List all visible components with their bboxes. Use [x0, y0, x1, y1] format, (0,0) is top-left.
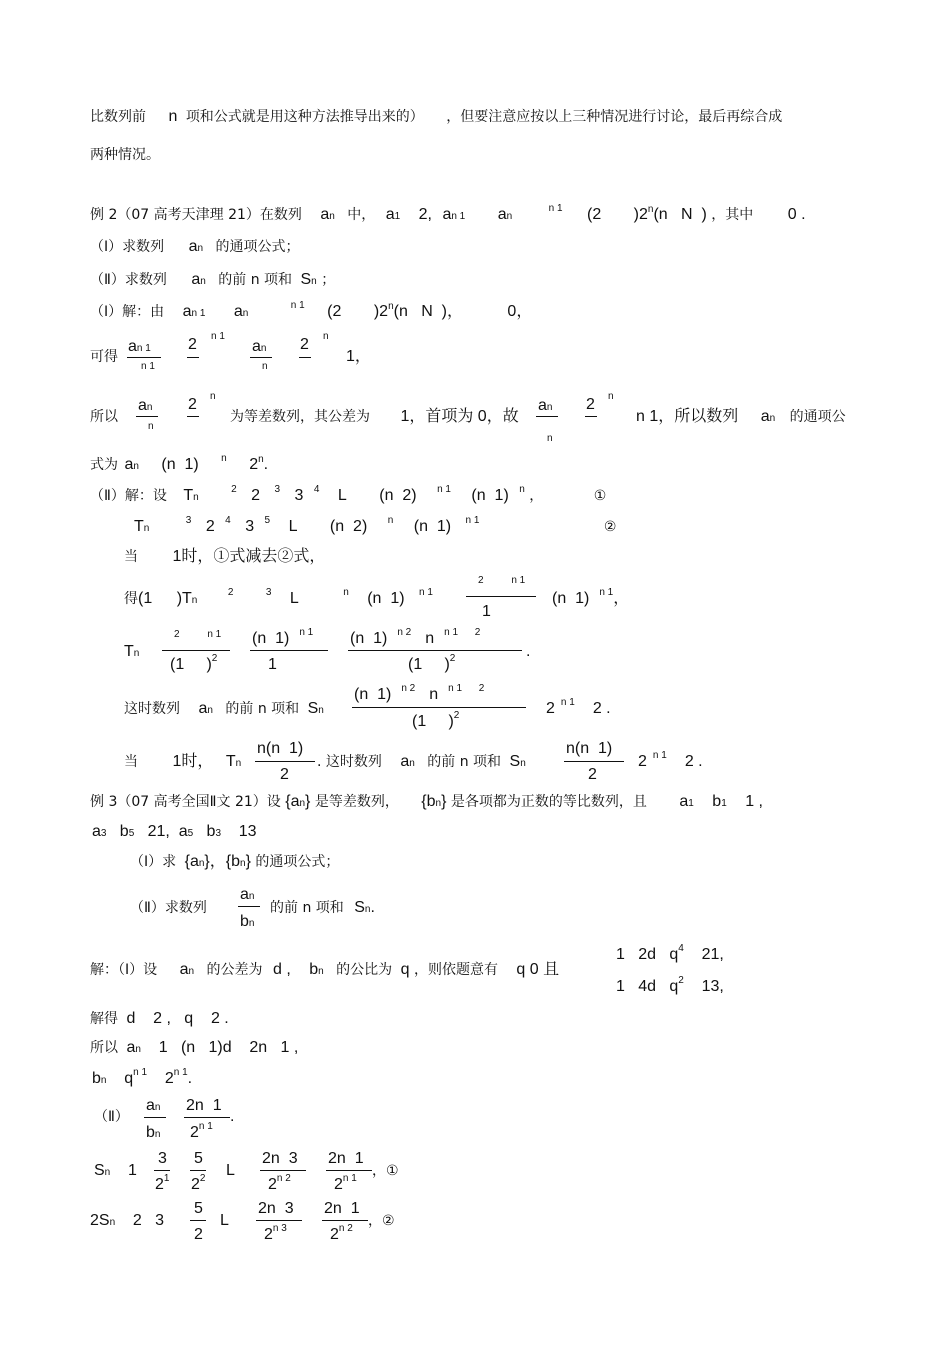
frac-num: 2n 1 — [186, 1097, 222, 1114]
frac-bar — [564, 761, 624, 762]
frac-bar — [162, 650, 230, 651]
sol-label: （Ⅰ）解：由 — [90, 304, 165, 320]
frac-bar — [190, 1170, 206, 1171]
ex3-marker-1: ，① — [372, 1163, 399, 1179]
frac-bar — [250, 650, 328, 651]
frac-bar — [536, 416, 558, 417]
ex2-text: 中， — [347, 207, 376, 223]
suoyi-label: 所以 — [90, 409, 118, 425]
frac-num: (n 1) $^{n 1}$ — [252, 627, 314, 647]
frac-num: 2 — [300, 336, 309, 353]
q-text: 的通项公式； — [255, 854, 340, 870]
ex3-part2-label: （Ⅱ） — [94, 1109, 129, 1125]
sol-text: 所以 — [90, 1040, 118, 1056]
frac-num: (n 1) $^{n 2}$ n $^{n 1 2}$ — [354, 683, 485, 703]
frac-num: 2 n 1 — [174, 629, 222, 640]
frac-den: 2 — [280, 766, 289, 783]
frac-bar — [348, 650, 522, 651]
frac-den: n — [148, 421, 154, 432]
intro-var: n — [168, 108, 178, 125]
sol-text: 的通项公 — [789, 409, 846, 425]
frac-den: $2^{n 2}$ — [330, 1223, 353, 1243]
punct: . — [230, 1108, 235, 1125]
intro-line-2: 两种情况。 — [90, 147, 160, 163]
sol-text: 的公比为 — [336, 962, 393, 978]
intro-text: 比数列前 — [90, 109, 146, 125]
frac-num: 2 — [188, 396, 197, 413]
ex2-title: 例 2（07 高考天津理 21）在数列 — [90, 207, 302, 223]
ellipsis: L — [220, 1212, 229, 1229]
frac-num: 5 — [194, 1150, 203, 1167]
frac-bar — [184, 1117, 230, 1118]
frac-den: $2^{n 2}$ — [268, 1173, 291, 1193]
sol-text: . 这时数列 — [317, 754, 382, 770]
ex2-case1 — [124, 548, 325, 566]
ex3-marker-2: ，② — [368, 1213, 395, 1229]
intro-line-1 — [90, 108, 782, 126]
frac-num: an — [252, 338, 267, 355]
frac-bar — [187, 416, 199, 417]
q-label: （Ⅰ）求数列 — [90, 239, 165, 255]
frac-den: $2^{n 1}$ — [334, 1173, 357, 1193]
ex3-question-1: （Ⅰ）求 {an}，{bn} 的通项公式； — [130, 853, 340, 870]
ellipsis: L — [226, 1162, 235, 1179]
frac-bar — [352, 707, 526, 708]
frac-num: (n 1) $^{n 2}$ n $^{n 1 2}$ — [350, 627, 481, 647]
ex3-question-2-text: 的前 n 项和 Sn. — [270, 899, 375, 916]
sn-label: Sn 1 — [94, 1162, 137, 1179]
sol-text: 1时，①式减去②式， — [172, 548, 326, 565]
frac-num: an — [240, 886, 255, 903]
ex2-case2: 当 1时， Tn — [124, 753, 242, 770]
frac-num: 2n 1 — [328, 1150, 364, 1167]
sol-text: 为等差数列，其公差为 — [230, 409, 370, 425]
ex3-heading: 例 3（07 高考全国Ⅱ文 21）设 {an} 是等差数列， {bn} 是各项都为正数的等比数列，且 a1 b1 1 , — [90, 793, 763, 810]
ex3-an: 所以 an 1 (n 1)d 2n 1 , — [90, 1039, 299, 1056]
marker-1: ① — [386, 1163, 399, 1179]
frac-num: n(n 1) — [566, 740, 613, 757]
sol-label: （Ⅱ）解：设 — [90, 488, 167, 504]
sol-text: 1，首项为 0，故 — [400, 408, 519, 425]
ex2-text: 0 . — [787, 206, 806, 223]
frac-bar — [466, 596, 536, 597]
ex3-condition: a3 b5 21, a5 b3 13 — [92, 823, 257, 840]
frac-num: an — [146, 1097, 161, 1114]
system-eq-1: 1 2d $q^4$ 21, — [616, 943, 724, 963]
frac-den: 1 — [482, 603, 491, 620]
marker-2: ② — [382, 1213, 395, 1229]
sup: n — [608, 391, 614, 402]
q-text: ； — [321, 272, 336, 288]
suoyi-text — [230, 408, 519, 426]
marker-2: ② — [603, 519, 617, 535]
ex2-question-1: （Ⅰ）求数列 an 的通项公式； — [90, 238, 300, 255]
frac-den: n — [547, 433, 553, 444]
ex2-text: 2, — [418, 206, 432, 223]
frac-bar — [256, 1220, 302, 1221]
sol-text: n 1，所以数列 — [636, 408, 739, 425]
frac-den: (1 )$^2$ — [408, 653, 456, 673]
ex2-solution-1: （Ⅰ）解：由 an 1 an $^{n 1}$ (2 )2$^n$(n N )， 0， — [90, 300, 533, 320]
ex2-sum-line: 这时数列 an 的前 n 项和 Sn — [124, 700, 324, 717]
frac-den: 1 — [268, 656, 277, 673]
sol-label: 解：（Ⅰ）设 — [90, 962, 158, 978]
intro-text: 项和公式就是用这种方法推导出来的） — [185, 109, 424, 125]
ex3-solution-1: 解：（Ⅰ）设 an 的公差为 d , bn 的公比为 q ，则依题意有 q 0 且 — [90, 961, 560, 978]
frac-den: bn — [240, 913, 255, 930]
suoyi-text-2: n 1，所以数列 an 的通项公 — [636, 408, 846, 425]
sol-text: 的前 n 项和 — [225, 701, 300, 717]
q-label: （Ⅱ）求数列 — [90, 272, 167, 288]
intro-text: ，但要注意应按以上三种情况进行讨论，最后再综合成 — [446, 109, 783, 125]
frac-den: (1 )$^2$ — [170, 653, 218, 673]
frac-bar — [190, 1220, 206, 1221]
sol-text: q 0 且 — [516, 961, 560, 978]
frac-den: $2^{n 3}$ — [264, 1223, 287, 1243]
ex2-diff-tail: (n 1) $^{n 1}$， — [552, 587, 630, 607]
frac-den: $2^1$ — [155, 1173, 170, 1193]
sup: n — [210, 391, 216, 402]
ex2-formula: 式为 an (n 1) $^n$ 2$^n$. — [90, 453, 269, 473]
frac-bar — [154, 1170, 170, 1171]
sol-text: 式为 — [90, 457, 118, 473]
frac-num: an — [538, 397, 553, 414]
marker-1: ① — [593, 488, 607, 504]
frac-num: 2n 3 — [262, 1150, 298, 1167]
sol-text: 这时数列 — [124, 701, 180, 717]
ex3-title: 例 3（07 高考全国Ⅱ文 21）设 — [90, 794, 281, 810]
ex2-case2-b: . 这时数列 an 的前 n 项和 Sn — [317, 753, 526, 770]
ex2-heading: 例 2（07 高考天津理 21）在数列 an 中， a1 2, an 1 an $^{n 1}$ (2 )2$^n$(n N ) ，其中 0 . — [90, 203, 806, 223]
frac-bar — [136, 416, 158, 417]
q-text: 的前 n 项和 — [270, 900, 344, 916]
frac-num: 2n 1 — [324, 1200, 360, 1217]
sol-text: 解得 — [90, 1011, 118, 1027]
frac-bar — [144, 1117, 166, 1118]
ex2-part2-line1: （Ⅱ）解：设 Tn $^2$ 2 $^3$ 3 $^4$ L (n 2) $^{n 1}$ (n 1) $^n$ ， ① — [90, 484, 607, 504]
frac-bar — [187, 357, 199, 358]
frac-num: 2n 3 — [258, 1200, 294, 1217]
frac-bar — [238, 906, 260, 907]
frac-bar — [260, 1170, 306, 1171]
frac-num: 2 — [188, 336, 197, 353]
q-text: 的通项公式； — [215, 239, 300, 255]
sup: n 1 — [211, 331, 225, 342]
frac-num: an — [138, 397, 153, 414]
frac-num: n(n 1) — [257, 740, 304, 757]
sol-text: 得 — [124, 591, 138, 607]
frac-bar — [255, 761, 315, 762]
frac-bar — [322, 1220, 368, 1221]
ex3-bn: bn $q^{n 1}$ $2^{n 1}$. — [92, 1067, 193, 1087]
frac-num: 3 — [158, 1150, 167, 1167]
ex3-solved: 解得 d 2 , q 2 . — [90, 1010, 229, 1027]
q-text: 的前 n 项和 — [218, 272, 293, 288]
frac-den: $2^2$ — [191, 1173, 206, 1193]
frac-num: 2 — [586, 396, 595, 413]
ex2-text: ，其中 — [711, 207, 754, 223]
ex3-question-2-label: （Ⅱ）求数列 — [130, 900, 207, 916]
system-eq-2: 1 4d $q^2$ 13, — [616, 975, 724, 995]
frac-den: n 1 — [141, 361, 155, 372]
frac-bar — [299, 357, 311, 358]
sol-text: 的前 n 项和 — [427, 754, 502, 770]
frac-den: n — [262, 361, 268, 372]
frac-bar — [250, 357, 272, 358]
frac-den: 2 — [588, 766, 597, 783]
frac-num: an 1 — [128, 338, 151, 355]
sol-text: ，则依题意有 — [413, 962, 498, 978]
sol-text: 1， — [346, 348, 371, 365]
sol-text: 当 — [124, 754, 138, 770]
q-label: （Ⅰ）求 — [130, 854, 177, 870]
2sn-label: 2Sn 2 3 — [90, 1212, 165, 1229]
ex3-text: 是等差数列， — [314, 794, 399, 810]
frac-den: 2 — [194, 1226, 203, 1243]
frac-den: (1 )$^2$ — [412, 710, 460, 730]
sol-text: 1时， — [172, 753, 214, 770]
frac-bar — [585, 416, 597, 417]
ex2-part2-line2: Tn $^3$ 2 $^4$ 3 $^5$ L (n 2) $^n$ (n 1) $^{n 1}$ ② — [134, 515, 617, 535]
frac-num: 5 — [194, 1200, 203, 1217]
ex2-question-2: （Ⅱ）求数列 an 的前 n 项和 Sn ； — [90, 271, 336, 288]
kede-label: 可得 — [90, 349, 118, 365]
sol-text: 0， — [507, 303, 533, 320]
ex2-diff-line: 得(1 )Tn $^2$ $^3$ L $^n$ (n 1) $^{n 1}$ — [124, 587, 433, 607]
sol-text: 的公差为 — [206, 962, 263, 978]
sup: n — [323, 331, 329, 342]
punct: . — [526, 643, 531, 660]
ex2-case2-tail: 2 $^{n 1}$ 2 . — [638, 750, 703, 770]
frac-num: 2 n 1 — [478, 575, 526, 586]
frac-den: bn — [146, 1124, 161, 1141]
ex2-sum-tail: 2 $^{n 1}$ 2 . — [546, 697, 611, 717]
sol-text: 当 — [124, 549, 138, 565]
ex3-text: 是各项都为正数的等比数列，且 — [450, 794, 647, 810]
frac-den: $2^{n 1}$ — [190, 1121, 213, 1141]
tn-label: Tn — [124, 643, 140, 660]
frac-bar — [326, 1170, 372, 1171]
